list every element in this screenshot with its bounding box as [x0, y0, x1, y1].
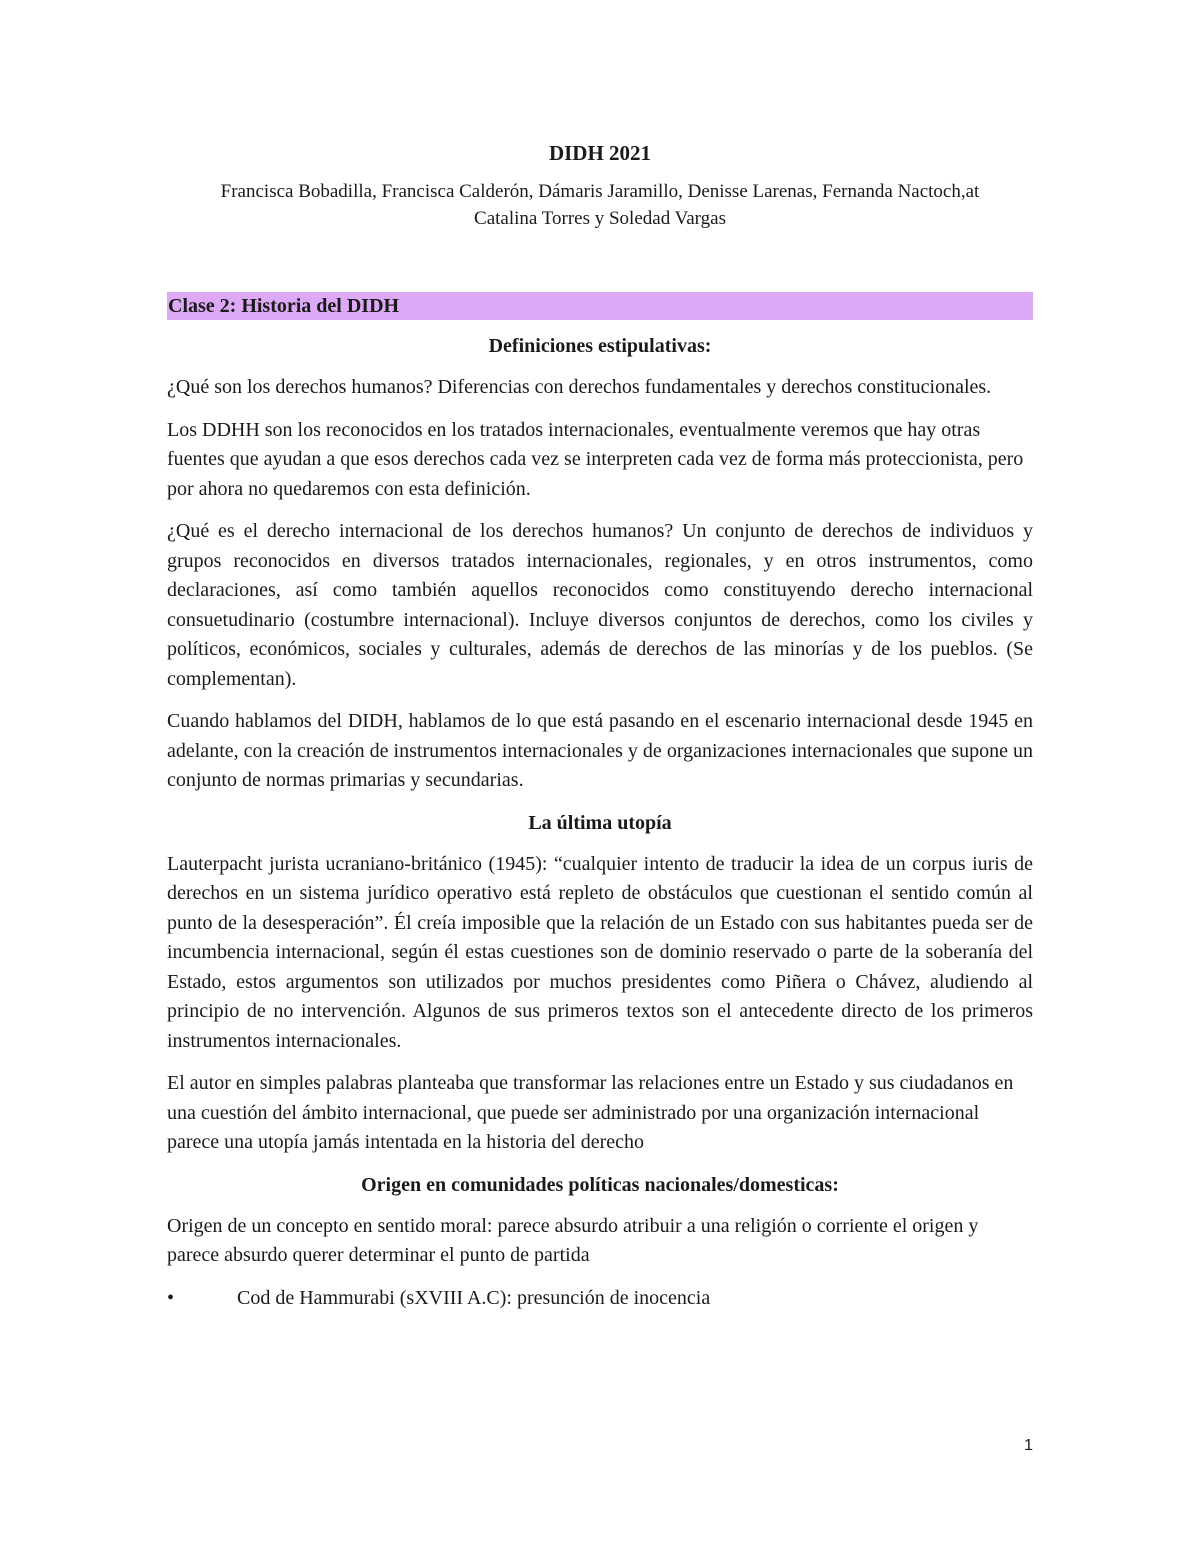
paragraph-6: El autor en simples palabras planteaba que transformar las relaciones entre un Estado y sus ciudadanos en una cuestión del ámbito internacional, que puede ser administrado por una organización internacional parece una utopía jamás intentada en la historia del derecho — [167, 1072, 1014, 1153]
list-item-text: Cod de Hammurabi (sXVIII A.C): presunción de inocencia — [237, 1286, 711, 1309]
authors-line-1: Francisca Bobadilla, Francisca Calderón, Dámaris Jaramillo, Denisse Larenas, Fernanda Nactoch,at — [220, 181, 980, 202]
paragraph-2: Los DDHH son los reconocidos en los tratados internacionales, eventualmente veremos que hay otras fuentes que ayudan a que esos derechos cada vez se interpreten cada vez de forma más proteccionista, pero por ahora no quedaremos con esta definición. — [167, 418, 1024, 500]
document-title: DIDH 2021 — [548, 141, 652, 165]
paragraph-7: Origen de un concepto en sentido moral: parece absurdo atribuir a una religión o corriente el origen y parece absurdo querer determinar el punto de partida — [167, 1214, 979, 1266]
bullet-icon: • — [167, 1286, 175, 1309]
paragraph-1: ¿Qué son los derechos humanos? Diferencias con derechos fundamentales y derechos constitucionales. — [167, 376, 992, 398]
list-item — [167, 1284, 1033, 1313]
paragraph-3: ¿Qué es el derecho internacional de los derechos humanos? Un conjunto de derechos de individuos y grupos reconocidos en diversos tratados internacionales, regionales, y en otros instrumentos, como declaraciones, así como también aquellos reconocidos como constituyendo derecho internacional consuetudinario (costumbre internacional). Incluye diversos conjuntos de derechos, como los civiles y políticos, económicos, sociales y culturales, además de derechos de las minorías y de los pueblos. (Se complementan). — [167, 520, 1033, 690]
page-number: 1 — [1024, 1437, 1033, 1454]
paragraph-5: Lauterpacht jurista ucraniano-británico (1945): “cualquier intento de traducir la idea de un corpus iuris de derechos en un sistema jurídico operativo está repleto de obstáculos que cuestionan el sentido común al punto de la desesperación”. Él creía imposible que la relación de un Estado con sus habitantes pueda ser de incumbencia internacional, según él estas cuestiones son de dominio reservado o parte de la soberanía del Estado, estos argumentos son utilizados por muchos presidentes como Piñera o Chávez, aludiendo al principio de no intervención. Algunos de sus primeros textos son el antecedente directo de los primeros instrumentos internacionales. — [167, 852, 1033, 1052]
section-heading: Clase 2: Historia del DIDH — [167, 292, 1033, 320]
paragraph-4: Cuando hablamos del DIDH, hablamos de lo que está pasando en el escenario internacional desde 1945 en adelante, con la creación de instrumentos internacionales y de organizaciones internacionales que supone un conjunto de normas primarias y secundarias. — [167, 710, 1033, 791]
subheading-origen: Origen en comunidades políticas nacionales/domesticas: — [361, 1173, 839, 1196]
subheading-definiciones: Definiciones estipulativas: — [488, 335, 712, 357]
authors-line-2: Catalina Torres y Soledad Vargas — [474, 208, 726, 229]
page-content — [167, 138, 1033, 1313]
subheading-utopia: La última utopía — [528, 811, 672, 834]
